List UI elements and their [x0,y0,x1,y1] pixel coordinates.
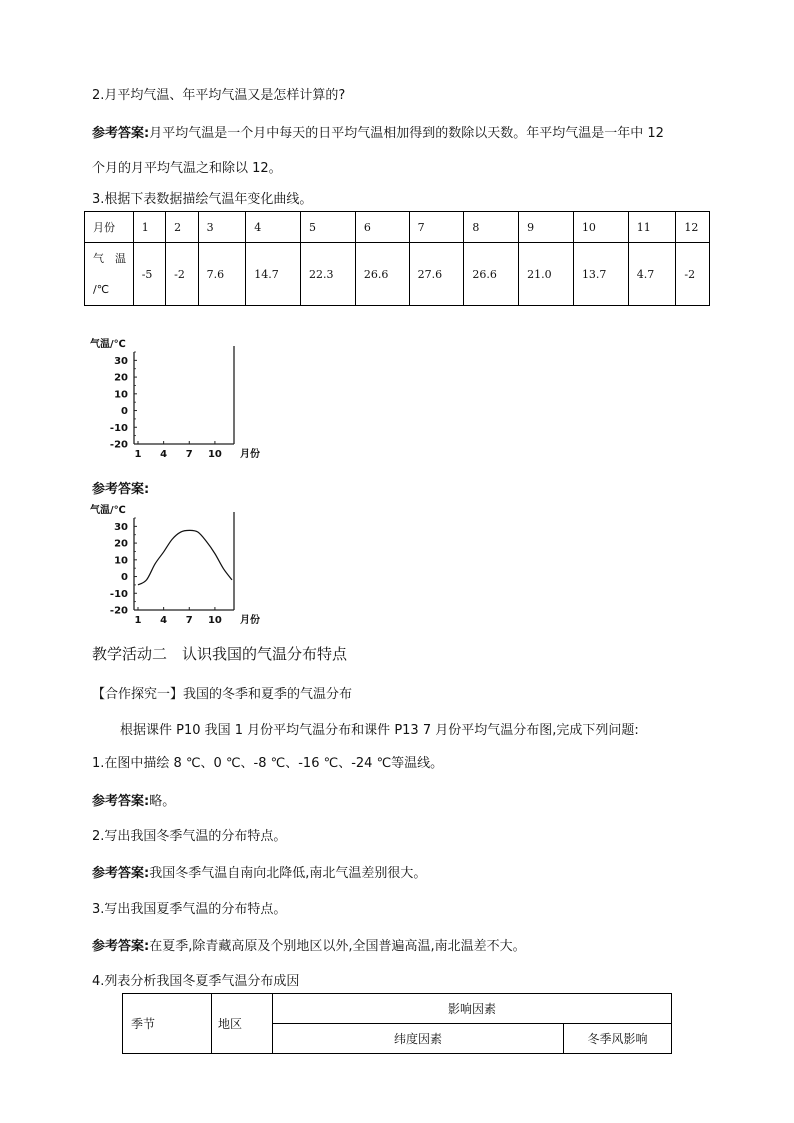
y-axis-label: 气温/℃ [90,505,126,516]
table-cell: 9 [519,212,574,243]
y-axis-label: 气温/℃ [90,339,126,350]
section-question-4: 4.列表分析我国冬夏季气温分布成因 [92,974,300,989]
x-tick-label: 7 [185,449,193,460]
x-axis-label: 月份 [240,615,260,626]
table-cell: 3 [198,212,246,243]
table-cell: 4.7 [628,243,676,306]
table-row-temps [85,243,710,306]
section-question-2: 2.写出我国冬季气温的分布特点。 [92,829,287,844]
y-tick-label: 0 [121,406,128,418]
table-cell: 13.7 [573,243,628,306]
table-cell: 10 [573,212,628,243]
y-tick-label: 0 [121,572,128,584]
table-header-factors: 影响因素 [273,994,672,1024]
x-tick-label: 4 [160,449,168,460]
table-cell: 27.6 [409,243,464,306]
temperature-table [84,211,710,306]
y-tick-label: -20 [109,605,128,617]
y-tick-label: -10 [109,422,128,434]
blank-temperature-chart [84,334,264,464]
table-cell: 2 [166,212,198,243]
table-cell: 7 [409,212,464,243]
y-tick-label: 30 [114,355,128,367]
y-tick-label: 10 [114,389,128,401]
table-cell: 6 [355,212,409,243]
answer-2 [92,122,664,141]
section-answer-3: 参考答案:在夏季,除青藏高原及个别地区以外,全国普遍高温,南北温差不大。 [92,939,526,954]
section-answer-2: 参考答案:我国冬季气温自南向北降低,南北气温差别很大。 [92,866,427,881]
table-header-month: 月份 [85,212,134,243]
section-intro: 根据课件 P10 我国 1 月份平均气温分布和课件 P13 7 月份平均气温分布图,完成下列问题: [120,723,639,738]
table-cell: 26.6 [464,243,519,306]
y-tick-label: 20 [114,372,128,384]
table-cell: 22.3 [301,243,356,306]
cause-table [122,993,672,1054]
table-cell: 26.6 [355,243,409,306]
section-subtitle: 【合作探究一】我国的冬季和夏季的气温分布 [92,687,353,702]
table-header-latitude: 纬度因素 [273,1024,564,1054]
table-cell: -5 [133,243,165,306]
y-tick-label: 30 [114,521,128,533]
table-cell: -2 [166,243,198,306]
y-tick-label: -20 [109,439,128,451]
table-header-season: 季节 [123,994,212,1054]
table-cell: 11 [628,212,676,243]
answer-2-continuation: 个月的月平均气温之和除以 12。 [92,161,282,176]
answer-text: 月平均气温是一个月中每天的日平均气温相加得到的数除以天数。年平均气温是一年中 12 [149,126,664,141]
x-tick-label: 1 [134,615,142,626]
x-axis-label: 月份 [240,449,260,460]
question-2: 2.月平均气温、年平均气温又是怎样计算的? [92,88,346,103]
table-cell: 12 [676,212,710,243]
table-header-region: 地区 [212,994,273,1054]
y-tick-label: 10 [114,555,128,567]
x-tick-label: 10 [207,615,222,626]
table-header-temp: 气 温 /℃ [85,243,134,306]
x-tick-label: 7 [185,615,193,626]
x-tick-label: 10 [207,449,222,460]
y-tick-label: 20 [114,538,128,550]
table-cell: -2 [676,243,710,306]
table-cell: 1 [133,212,165,243]
table-cell: 8 [464,212,519,243]
table-cell: 5 [301,212,356,243]
x-tick-label: 1 [134,449,142,460]
table-header-winter-monsoon: 冬季风影响 [564,1024,672,1054]
answer-temperature-chart [84,500,264,630]
table-cell: 21.0 [519,243,574,306]
answer-label: 参考答案: [92,126,150,141]
table-row-months [85,212,710,243]
y-tick-label: -10 [109,588,128,600]
table-cell: 14.7 [246,243,301,306]
answer-3-label: 参考答案: [92,482,150,497]
section-question-1: 1.在图中描绘 8 ℃、0 ℃、-8 ℃、-16 ℃、-24 ℃等温线。 [92,756,444,771]
table-cell: 4 [246,212,301,243]
question-3: 3.根据下表数据描绘气温年变化曲线。 [92,192,313,207]
section-title: 教学活动二 认识我国的气温分布特点 [92,645,348,663]
x-tick-label: 4 [160,615,168,626]
section-question-3: 3.写出我国夏季气温的分布特点。 [92,902,287,917]
table-cell: 7.6 [198,243,246,306]
section-answer-1: 参考答案:略。 [92,794,176,809]
temperature-curve [138,530,232,585]
